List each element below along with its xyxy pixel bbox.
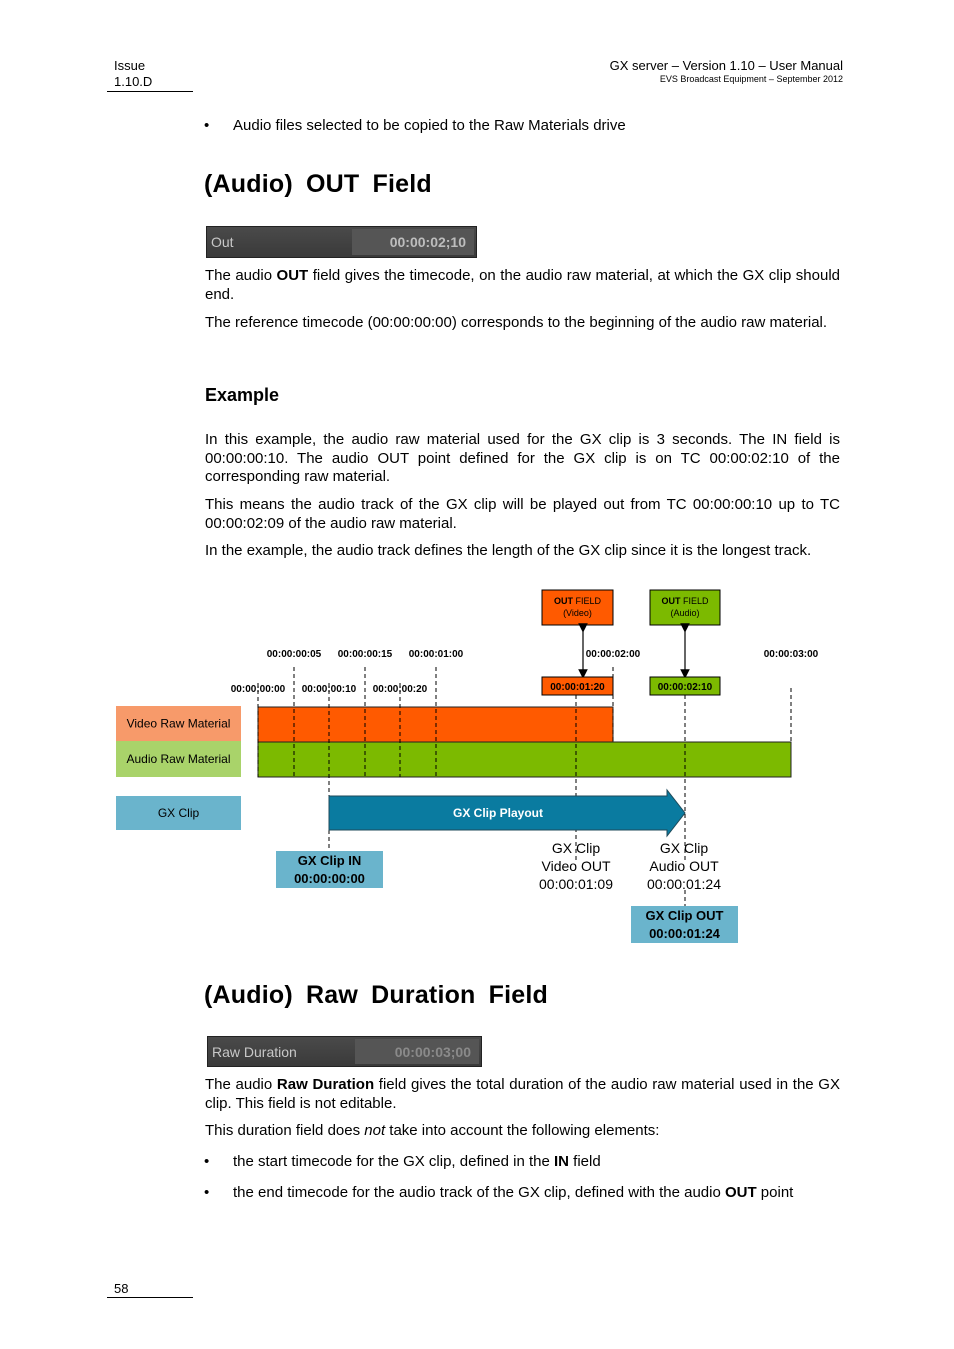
raw-bullet-1-text — [233, 1153, 601, 1171]
audio-out-line-2: Audio OUT — [649, 858, 719, 874]
raw-bullet-2-pre: the end timecode for the audio track of the GX clip, defined with the audio — [233, 1184, 725, 1201]
audio-out-line-1: GX Clip — [659, 840, 709, 856]
out-field-value: 00:00:02;10 — [352, 229, 474, 255]
raw-bullet-2-bold: OUT — [724, 1184, 757, 1201]
video-out-line-1: GX Clip — [551, 840, 601, 856]
gx-clip-playout-label: GX Clip Playout — [452, 806, 544, 820]
manual-title: GX server – Version 1.10 – User Manual — [609, 58, 843, 73]
video-raw-label: Video Raw Material — [126, 716, 231, 731]
raw-bullet-1-post: field — [569, 1153, 601, 1170]
video-out-line-3: 00:00:01:09 — [539, 876, 613, 892]
out-para-1-pre: The audio — [205, 267, 277, 284]
tc-video-out-text: 00:00:01:20 — [550, 682, 605, 693]
audio-out-line-3: 00:00:01:24 — [647, 876, 721, 892]
raw-duration-widget — [207, 1036, 482, 1067]
raw-bullet-2-post: point — [756, 1184, 794, 1201]
raw-para-1 — [205, 1076, 840, 1113]
page-number: 58 — [114, 1281, 129, 1296]
out-para-1-bold: OUT — [276, 267, 309, 284]
audio-raw-label: Audio Raw Material — [126, 752, 231, 766]
raw-para-2 — [205, 1122, 840, 1141]
clip-out-title: GX Clip OUT — [645, 908, 724, 923]
gx-clip-label: GX Clip — [157, 806, 200, 820]
example-para-3: In the example, the audio track defines the length of the GX clip since it is the longest track. — [205, 542, 812, 559]
tc-top-2: 00:00:01:00 — [408, 649, 464, 660]
tc-top-3: 00:00:02:00 — [585, 649, 641, 660]
footer-rule — [107, 1297, 193, 1298]
example-heading: Example — [205, 385, 280, 405]
tc-top-0: 00:00:00:05 — [266, 649, 322, 660]
section-title-raw-duration: (Audio) Raw Duration Field — [204, 981, 549, 1009]
clip-in-tc: 00:00:00:00 — [294, 871, 365, 886]
audio-raw-bar — [258, 742, 791, 777]
tc-top-4: 00:00:03:00 — [763, 649, 819, 660]
bullet-dot: • — [204, 1153, 210, 1170]
bullet-dot: • — [204, 1184, 210, 1201]
out-para-1-post: field gives the timecode, on the audio raw material, at which the GX clip should end. — [205, 267, 840, 303]
issue-block — [114, 58, 152, 90]
raw-bullet-1-bold: IN — [554, 1153, 570, 1170]
issue-label: Issue — [114, 58, 146, 73]
raw-para-1-bold: Raw Duration — [276, 1076, 375, 1093]
tc-bottom-1: 00:00:00:10 — [301, 684, 357, 695]
timeline-diagram — [0, 585, 954, 950]
issue-number: 1.10.D — [114, 74, 153, 89]
out-field-video-title: OUT FIELD — [553, 596, 602, 606]
raw-bullet-1-pre: the start timecode for the GX clip, defined in the — [233, 1153, 555, 1170]
top-bullet-text: Audio files selected to be copied to the Raw Materials drive — [233, 117, 626, 134]
raw-para-1-pre: The audio — [205, 1076, 277, 1093]
out-field-widget — [206, 226, 477, 258]
raw-para-2-post: take into account the following elements: — [385, 1122, 660, 1139]
tc-audio-out-text: 00:00:02:10 — [657, 682, 713, 693]
raw-para-2-italic: not — [364, 1122, 386, 1139]
tc-top-1: 00:00:00:15 — [337, 649, 393, 660]
out-field-video-sub: (Video) — [563, 608, 592, 618]
video-out-line-2: Video OUT — [541, 858, 611, 874]
raw-para-1-post: field gives the total duration of the audio raw material used in the GX clip. This field is not editable. — [205, 1076, 840, 1112]
clip-in-title: GX Clip IN — [297, 853, 362, 868]
clip-out-tc: 00:00:01:24 — [649, 926, 720, 941]
section-title-out-field: (Audio) OUT Field — [204, 170, 432, 198]
out-field-audio-title: OUT FIELD — [661, 596, 709, 606]
tc-bottom-0: 00:00:00:00 — [230, 684, 286, 695]
out-para-1 — [205, 267, 840, 304]
raw-para-2-pre: This duration field does — [205, 1122, 365, 1139]
raw-duration-label: Raw Duration — [212, 1044, 297, 1060]
publisher-line: EVS Broadcast Equipment – September 2012 — [659, 74, 843, 84]
header-rule — [107, 91, 193, 92]
example-para-2: This means the audio track of the GX clip will be played out from TC 00:00:00:10 up to TC 00:00:02:09 of the audio raw material. — [205, 496, 840, 532]
out-field-label: Out — [211, 234, 234, 250]
example-para-1: In this example, the audio raw material used for the GX clip is 3 seconds. The IN field is 00:00:00:10. The audio OUT point defined for the GX clip is on TC 00:00:02:10 of the corresponding raw material. — [205, 431, 840, 485]
raw-bullet-2-text — [233, 1184, 793, 1202]
tc-bottom-2: 00:00:00:20 — [372, 684, 428, 695]
out-para-2: The reference timecode (00:00:00:00) corresponds to the beginning of the audio raw material. — [205, 314, 828, 331]
raw-duration-value: 00:00:03;00 — [355, 1039, 479, 1064]
bullet-dot: • — [204, 117, 210, 134]
out-field-audio-sub: (Audio) — [670, 608, 700, 618]
